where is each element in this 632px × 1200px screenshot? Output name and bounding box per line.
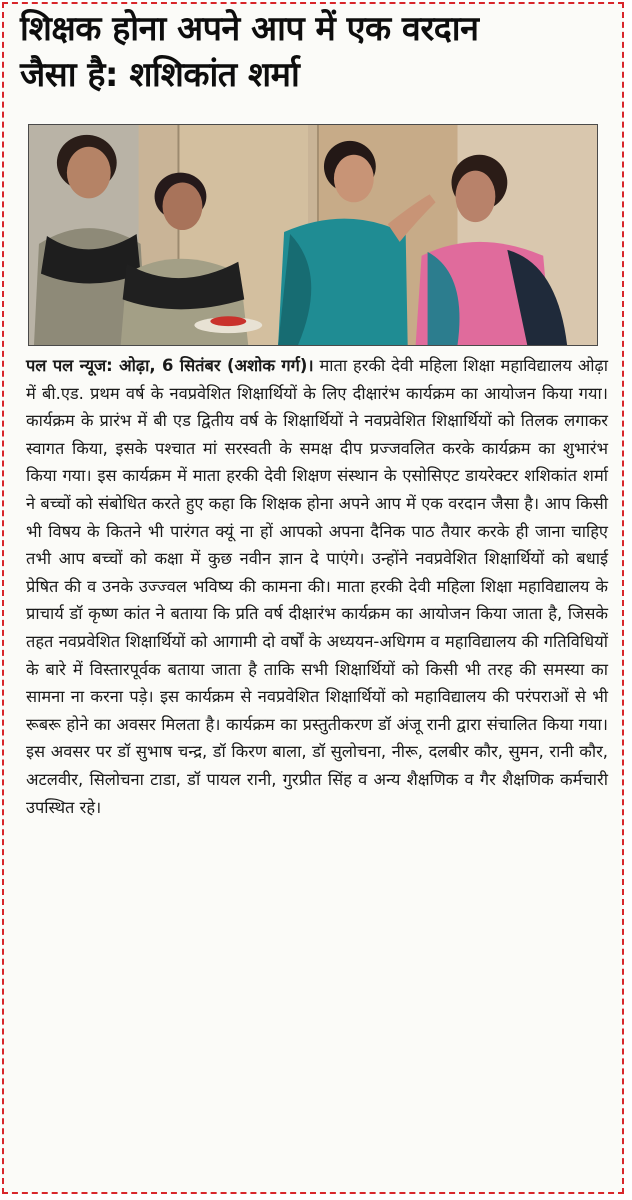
headline-line-1: शिक्षक होना अपने आप में एक वरदान	[20, 9, 479, 49]
news-photo	[28, 124, 598, 346]
article-text: माता हरकी देवी महिला शिक्षा महाविद्यालय ओढ़ा में बी.एड. प्रथम वर्ष के नवप्रवेशित शिक्षार्थियों के लिए दीक्षारंभ कार्यक्रम का आयोजन किया गया। कार्यक्रम के प्रारंभ में बी एड द्वितीय वर्ष के शिक्षार्थियों ने नवप्रवेशित शिक्षार्थियों को तिलक लगाकर स्वागत किया, इसके पश्चात मां सरस्वती के समक्ष दीप प्रज्जवलित करके कार्यक्रम का शुभारंभ किया गया। इस कार्यक्रम में माता हरकी देवी शिक्षण संस्थान के एसोसिएट डायरेक्टर शशिकांत शर्मा ने बच्चों को संबोधित करते हुए कहा कि शिक्षक होना अपने आप में एक वरदान जैसा है। आप किसी भी विषय के कितने भी पारंगत क्यूं ना हों आपको अपना दैनिक पाठ तैयार करके ही जाना चाहिए तभी आप बच्चों को कक्षा में कुछ नवीन ज्ञान दे पाएंगे। उन्होंने नवप्रवेशित शिक्षार्थियों को बधाई प्रेषित की व उनके उज्ज्वल भविष्य की कामना की। माता हरकी देवी महिला शिक्षा महाविद्यालय के प्राचार्य डॉ कृष्ण कांत ने बताया कि प्रति वर्ष दीक्षारंभ कार्यक्रम का आयोजन किया जाता है, जिसके तहत नवप्रवेशित शिक्षार्थियों को आगामी दो वर्षों के अध्ययन-अधिगम व महाविद्यालय की गतिविधियों के बारे में विस्तारपूर्वक बताया जाता है ताकि सभी शिक्षार्थियों को किसी भी तरह की समस्या का सामना ना करना पड़े। इस कार्यक्रम से नवप्रवेशित शिक्षार्थियों को महाविद्यालय की परंपराओं से भी रूबरू होने का अवसर मिलता है। कार्यक्रम का प्रस्तुतीकरण डॉ अंजू रानी द्वारा संचालित किया गया। इस अवसर पर डॉ सुभाष चन्द्र, डॉ किरण बाला, डॉ सुलोचना, नीरू, दलबीर कौर, सुमन, रानी कौर, अटलवीर, सिलोचना टाडा, डॉ पायल रानी, गुरप्रीत सिंह व अन्य शैक्षणिक व गैर शैक्षणिक कर्मचारी उपस्थित रहे।	[26, 356, 608, 817]
headline-line-2: जैसा है: शशिकांत शर्मा	[20, 55, 300, 95]
photo-illustration	[29, 125, 597, 345]
dateline: पल पल न्यूज: ओढ़ा, 6 सितंबर (अशोक गर्ग)।	[26, 356, 314, 375]
article-body	[26, 352, 608, 821]
headline	[20, 6, 610, 98]
